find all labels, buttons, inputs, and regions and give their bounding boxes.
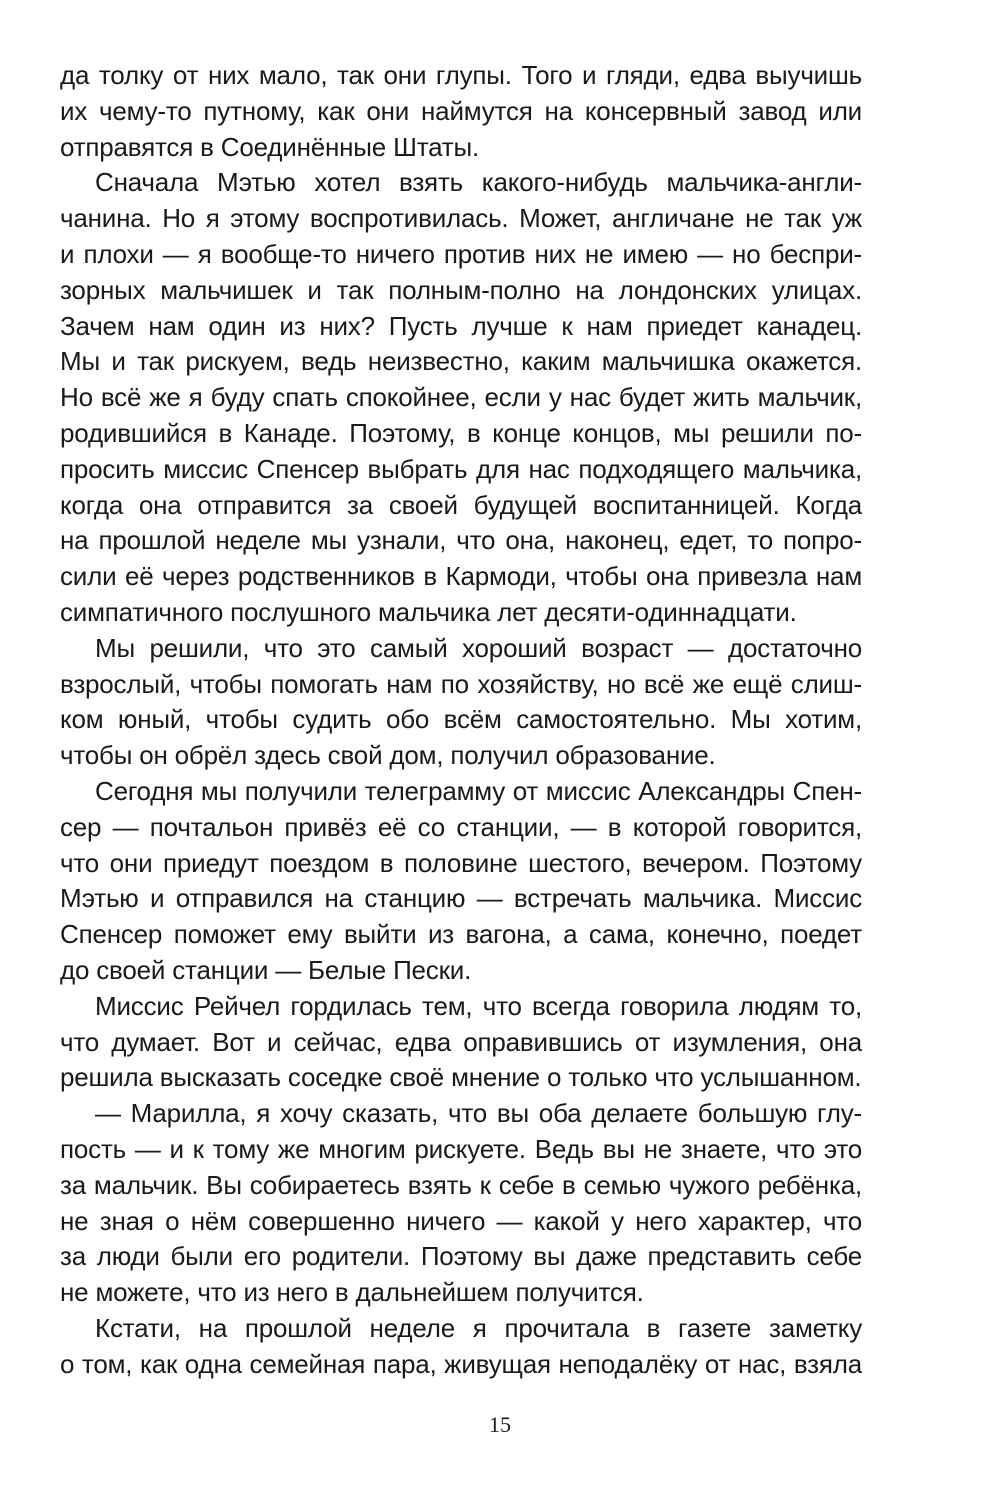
text-line: Зачем нам один из них? Пусть лучше к нам приедет канадец. bbox=[60, 310, 862, 341]
text-line: чтобы он обрёл здесь свой дом, получил образование. bbox=[60, 740, 716, 771]
text-line: отправятся в Соединённые Штаты. bbox=[60, 131, 480, 162]
text-line: за люди были его родители. Поэтому вы даже представить себе bbox=[60, 1241, 862, 1272]
text-line: что они приедут поездом в половине шестого, вечером. Поэтому bbox=[60, 847, 862, 878]
text-line: и плохи — я вообще-то ничего против них не имею — но беспри- bbox=[60, 238, 862, 269]
text-line: взрослый, чтобы помогать нам по хозяйству, но всё же ещё слиш- bbox=[60, 668, 862, 699]
paragraph bbox=[60, 1311, 862, 1383]
text-line: сили её через родственников в Кармоди, чтобы она привезла нам bbox=[60, 561, 862, 592]
text-line: пость — и к тому же многим рискуете. Ведь вы не знаете, что это bbox=[60, 1133, 862, 1164]
text-line: Миссис Рейчел гордилась тем, что всегда говорила людям то, bbox=[95, 990, 862, 1021]
text-line: симпатичного послушного мальчика лет десяти-одиннадцати. bbox=[60, 596, 797, 627]
paragraph bbox=[60, 989, 862, 1096]
paragraph bbox=[60, 774, 862, 989]
text-line: Мы и так рискуем, ведь неизвестно, каким мальчишка окажется. bbox=[60, 346, 862, 377]
text-line: не зная о нём совершенно ничего — какой у него характер, что bbox=[60, 1205, 862, 1236]
text-line: о том, как одна семейная пара, живущая неподалёку от нас, взяла bbox=[60, 1348, 862, 1379]
text-line: решила высказать соседке своё мнение о только что услышанном. bbox=[60, 1062, 862, 1093]
text-line: родившийся в Канаде. Поэтому, в конце концов, мы решили по- bbox=[60, 417, 862, 448]
text-line: на прошлой неделе мы узнали, что она, наконец, едет, то попро- bbox=[60, 525, 862, 556]
text-line: Сегодня мы получили телеграмму от миссис Александры Спен- bbox=[95, 775, 862, 806]
text-line: зорных мальчишек и так полным-полно на лондонских улицах. bbox=[60, 274, 862, 305]
text-line: Спенсер поможет ему выйти из вагона, а сама, конечно, поедет bbox=[60, 919, 862, 950]
text-line: Мы решили, что это самый хороший возраст — достаточно bbox=[95, 632, 862, 663]
text-line: Сначала Мэтью хотел взять какого-нибудь мальчика-англи- bbox=[95, 167, 862, 198]
paragraph bbox=[60, 631, 862, 774]
text-line: сер — почтальон привёз её со станции, — в которой говорится, bbox=[60, 811, 862, 842]
text-line: до своей станции — Белые Пески. bbox=[60, 954, 472, 985]
text-line: — Марилла, я хочу сказать, что вы оба делаете большую глу- bbox=[95, 1098, 862, 1129]
book-page-text bbox=[60, 58, 862, 1382]
paragraph bbox=[60, 1096, 862, 1311]
text-line: ком юный, чтобы судить обо всём самостоятельно. Мы хотим, bbox=[60, 704, 862, 735]
text-line: просить миссис Спенсер выбрать для нас подходящего мальчика, bbox=[60, 453, 862, 484]
text-line: за мальчик. Вы собираетесь взять к себе в семью чужого ребёнка, bbox=[60, 1169, 862, 1200]
text-line: Кстати, на прошлой неделе я прочитала в газете заметку bbox=[95, 1312, 862, 1343]
text-line: Но всё же я буду спать спокойнее, если у нас будет жить мальчик, bbox=[60, 382, 862, 413]
text-line: Мэтью и отправился на станцию — встречать мальчика. Миссис bbox=[60, 883, 862, 914]
text-line: их чему-то путному, как они наймутся на консервный завод или bbox=[60, 95, 862, 126]
paragraph bbox=[60, 165, 862, 630]
text-line: не можете, что из него в дальнейшем получится. bbox=[60, 1277, 644, 1308]
text-line: да толку от них мало, так они глупы. Того и гляди, едва выучишь bbox=[60, 60, 862, 90]
text-line: когда она отправится за своей будущей воспитанницей. Когда bbox=[60, 489, 862, 520]
text-line: что думает. Вот и сейчас, едва оправившись от изумления, она bbox=[60, 1026, 862, 1057]
text-line: чанина. Но я этому воспротивилась. Может, англичане не так уж bbox=[60, 203, 862, 234]
paragraph bbox=[60, 58, 862, 165]
page-number: 15 bbox=[489, 1412, 511, 1437]
